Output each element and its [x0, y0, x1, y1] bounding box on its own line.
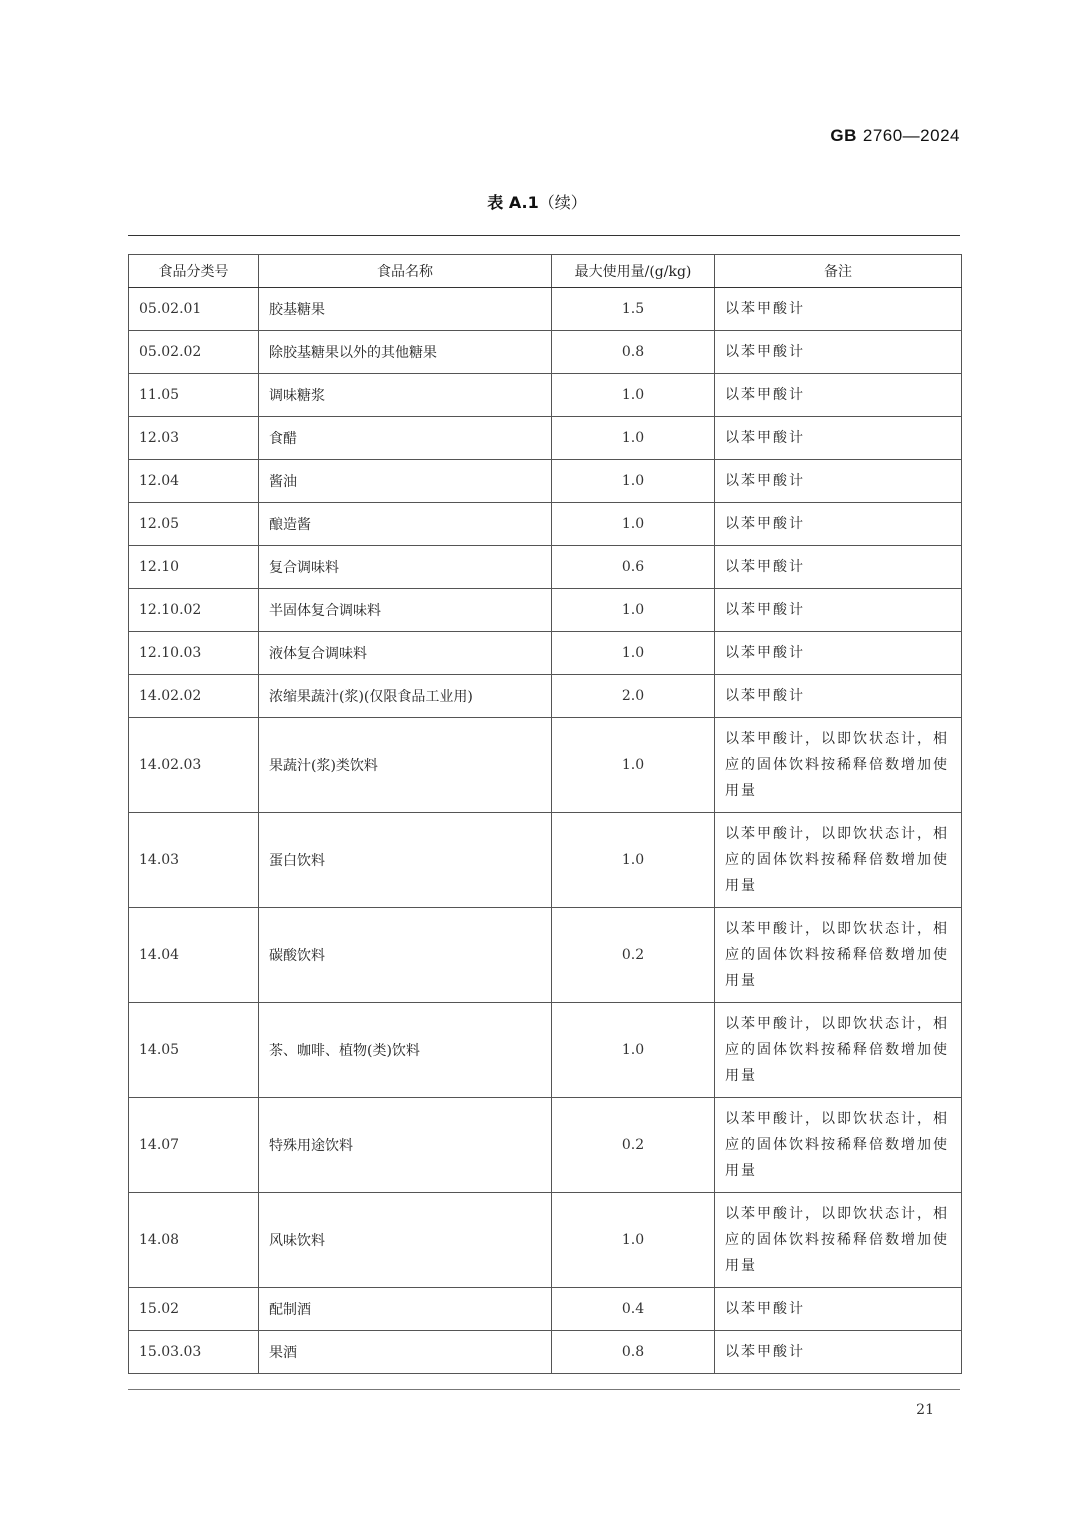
- table-title-suffix: （续）: [538, 193, 587, 212]
- cell-remarks: 以苯甲酸计: [715, 503, 962, 546]
- cell-max-amount: 1.5: [552, 288, 715, 331]
- standard-number: [830, 126, 960, 146]
- cell-food-code: 05.02.02: [129, 331, 259, 374]
- cell-max-amount: 0.8: [552, 1331, 715, 1374]
- cell-max-amount: 1.0: [552, 460, 715, 503]
- table-row: [129, 1331, 962, 1374]
- cell-max-amount: 0.8: [552, 331, 715, 374]
- table-row: [129, 908, 962, 1003]
- cell-max-amount: 0.2: [552, 908, 715, 1003]
- table-row: [129, 1003, 962, 1098]
- cell-food-name: 酿造酱: [259, 503, 552, 546]
- cell-remarks: 以苯甲酸计，以即饮状态计，相应的固体饮料按稀释倍数增加使用量: [715, 1193, 962, 1288]
- cell-remarks: 以苯甲酸计: [715, 288, 962, 331]
- cell-food-code: 12.03: [129, 417, 259, 460]
- cell-food-name: 浓缩果蔬汁(浆)(仅限食品工业用): [259, 675, 552, 718]
- cell-remarks: 以苯甲酸计: [715, 1288, 962, 1331]
- standard-prefix: GB: [830, 126, 857, 145]
- cell-food-code: 14.03: [129, 813, 259, 908]
- cell-remarks: 以苯甲酸计，以即饮状态计，相应的固体饮料按稀释倍数增加使用量: [715, 1003, 962, 1098]
- cell-remarks: 以苯甲酸计: [715, 589, 962, 632]
- cell-food-code: 11.05: [129, 374, 259, 417]
- table-row: [129, 331, 962, 374]
- table-row: [129, 417, 962, 460]
- cell-food-name: 碳酸饮料: [259, 908, 552, 1003]
- cell-food-name: 果酒: [259, 1331, 552, 1374]
- table-row: [129, 675, 962, 718]
- cell-max-amount: 1.0: [552, 417, 715, 460]
- table-row: [129, 1288, 962, 1331]
- cell-remarks: 以苯甲酸计: [715, 546, 962, 589]
- table-row: [129, 1193, 962, 1288]
- table-row: [129, 460, 962, 503]
- top-rule: [128, 235, 960, 236]
- cell-food-code: 15.03.03: [129, 1331, 259, 1374]
- cell-remarks: 以苯甲酸计，以即饮状态计，相应的固体饮料按稀释倍数增加使用量: [715, 718, 962, 813]
- cell-max-amount: 1.0: [552, 632, 715, 675]
- cell-food-name: 风味饮料: [259, 1193, 552, 1288]
- header-food-code: 食品分类号: [129, 255, 259, 288]
- table-row: [129, 288, 962, 331]
- cell-remarks: 以苯甲酸计: [715, 675, 962, 718]
- cell-max-amount: 1.0: [552, 589, 715, 632]
- table-header-row: [129, 255, 962, 288]
- header-food-name: 食品名称: [259, 255, 552, 288]
- cell-food-code: 12.10.03: [129, 632, 259, 675]
- cell-food-code: 12.10: [129, 546, 259, 589]
- cell-max-amount: 1.0: [552, 503, 715, 546]
- cell-food-code: 14.05: [129, 1003, 259, 1098]
- cell-food-code: 14.08: [129, 1193, 259, 1288]
- cell-max-amount: 2.0: [552, 675, 715, 718]
- cell-remarks: 以苯甲酸计，以即饮状态计，相应的固体饮料按稀释倍数增加使用量: [715, 908, 962, 1003]
- cell-max-amount: 0.6: [552, 546, 715, 589]
- cell-food-name: 食醋: [259, 417, 552, 460]
- table-row: [129, 632, 962, 675]
- cell-max-amount: 1.0: [552, 1193, 715, 1288]
- cell-remarks: 以苯甲酸计，以即饮状态计，相应的固体饮料按稀释倍数增加使用量: [715, 1098, 962, 1193]
- cell-max-amount: 1.0: [552, 718, 715, 813]
- table-row: [129, 503, 962, 546]
- cell-max-amount: 0.2: [552, 1098, 715, 1193]
- cell-food-name: 茶、咖啡、植物(类)饮料: [259, 1003, 552, 1098]
- cell-food-name: 半固体复合调味料: [259, 589, 552, 632]
- table-row: [129, 1098, 962, 1193]
- cell-remarks: 以苯甲酸计: [715, 632, 962, 675]
- cell-food-name: 胶基糖果: [259, 288, 552, 331]
- cell-max-amount: 1.0: [552, 813, 715, 908]
- cell-remarks: 以苯甲酸计: [715, 374, 962, 417]
- table-title-label: 表 A.1: [487, 193, 539, 212]
- cell-remarks: 以苯甲酸计: [715, 331, 962, 374]
- standard-code: 2760—2024: [862, 126, 960, 145]
- cell-food-code: 14.02.02: [129, 675, 259, 718]
- cell-food-code: 14.02.03: [129, 718, 259, 813]
- cell-food-name: 液体复合调味料: [259, 632, 552, 675]
- cell-food-code: 15.02: [129, 1288, 259, 1331]
- cell-remarks: 以苯甲酸计，以即饮状态计，相应的固体饮料按稀释倍数增加使用量: [715, 813, 962, 908]
- cell-food-code: 14.07: [129, 1098, 259, 1193]
- table-row: [129, 374, 962, 417]
- table-row: [129, 813, 962, 908]
- cell-food-name: 蛋白饮料: [259, 813, 552, 908]
- table-row: [129, 546, 962, 589]
- page-number: 21: [916, 1402, 934, 1418]
- table-row: [129, 589, 962, 632]
- cell-food-code: 14.04: [129, 908, 259, 1003]
- cell-food-code: 12.10.02: [129, 589, 259, 632]
- cell-food-code: 12.04: [129, 460, 259, 503]
- cell-food-name: 酱油: [259, 460, 552, 503]
- table-row: [129, 718, 962, 813]
- cell-food-name: 调味糖浆: [259, 374, 552, 417]
- bottom-rule: [128, 1389, 960, 1390]
- header-remarks: 备注: [715, 255, 962, 288]
- cell-food-code: 05.02.01: [129, 288, 259, 331]
- cell-food-name: 特殊用途饮料: [259, 1098, 552, 1193]
- cell-food-name: 配制酒: [259, 1288, 552, 1331]
- additive-table: [128, 254, 962, 1374]
- cell-max-amount: 1.0: [552, 374, 715, 417]
- cell-max-amount: 0.4: [552, 1288, 715, 1331]
- cell-food-name: 果蔬汁(浆)类饮料: [259, 718, 552, 813]
- cell-food-code: 12.05: [129, 503, 259, 546]
- cell-food-name: 除胶基糖果以外的其他糖果: [259, 331, 552, 374]
- cell-remarks: 以苯甲酸计: [715, 1331, 962, 1374]
- cell-remarks: 以苯甲酸计: [715, 417, 962, 460]
- header-max-amount: 最大使用量/(g/kg): [552, 255, 715, 288]
- cell-food-name: 复合调味料: [259, 546, 552, 589]
- table-title: [0, 190, 1074, 213]
- cell-max-amount: 1.0: [552, 1003, 715, 1098]
- cell-remarks: 以苯甲酸计: [715, 460, 962, 503]
